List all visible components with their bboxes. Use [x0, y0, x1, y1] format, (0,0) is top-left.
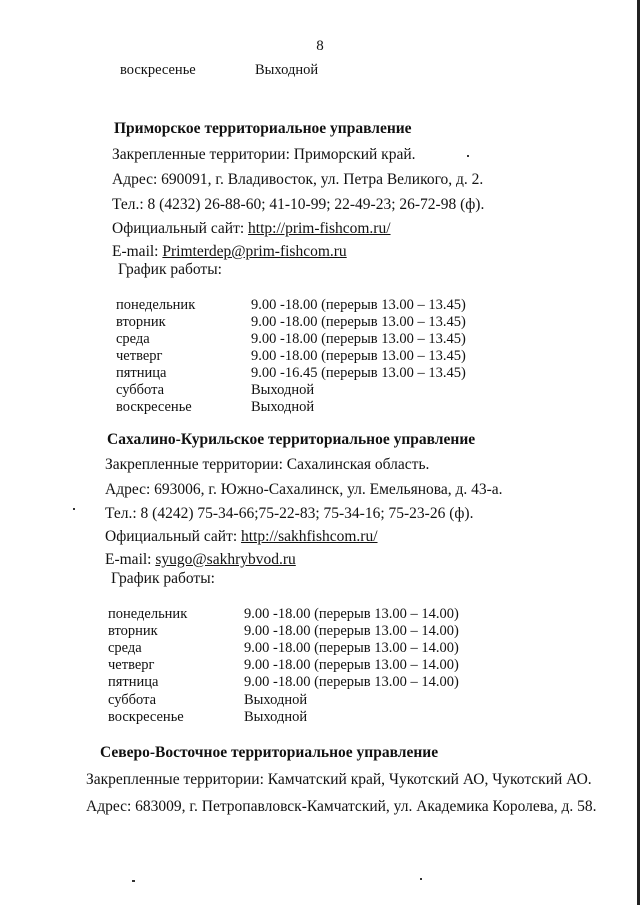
email-line — [105, 551, 296, 569]
schedule-day: пятница — [116, 365, 167, 381]
schedule-label: График работы: — [118, 261, 222, 278]
schedule-day: воскресенье — [120, 62, 196, 78]
schedule-hours: Выходной — [251, 382, 315, 398]
site-link[interactable]: http://prim-fishcom.ru/ — [248, 220, 391, 237]
schedule-hours: Выходной — [244, 692, 308, 708]
email-link[interactable]: Primterdep@prim-fishcom.ru — [162, 243, 347, 260]
schedule-day: суббота — [108, 692, 157, 708]
site-line — [105, 528, 378, 546]
schedule-hours: Выходной — [251, 399, 315, 415]
schedule-hours: 9.00 -18.00 (перерыв 13.00 – 13.45) — [251, 348, 466, 364]
schedule-day: среда — [108, 640, 142, 656]
schedule-day: воскресенье — [108, 709, 184, 725]
address-line: Адрес: 683009, г. Петропавловск-Камчатский, ул. Академика Королева, д. 58. — [86, 798, 597, 815]
schedule-day: четверг — [108, 657, 155, 673]
section-title: Приморское территориальное управление — [114, 120, 412, 137]
schedule-hours: 9.00 -18.00 (перерыв 13.00 – 13.45) — [251, 331, 466, 347]
schedule-day: четверг — [116, 348, 163, 364]
site-line — [112, 220, 391, 238]
schedule-label: График работы: — [111, 570, 215, 587]
schedule-hours: Выходной — [255, 62, 319, 78]
email-link[interactable]: syugo@sakhrybvod.ru — [155, 551, 296, 568]
schedule-day: понедельник — [116, 297, 196, 313]
schedule-day: вторник — [116, 314, 166, 330]
schedule-hours: 9.00 -16.45 (перерыв 13.00 – 13.45) — [251, 365, 466, 381]
address-line: Адрес: 690091, г. Владивосток, ул. Петра Великого, д. 2. — [112, 171, 484, 188]
email-line — [112, 243, 347, 261]
schedule-hours: 9.00 -18.00 (перерыв 13.00 – 14.00) — [244, 657, 459, 673]
schedule-day: понедельник — [108, 606, 188, 622]
schedule-day: среда — [116, 331, 150, 347]
territories-line: Закрепленные территории: Камчатский край, Чукотский АО, Чукотский АО. — [86, 771, 592, 788]
schedule-hours: 9.00 -18.00 (перерыв 13.00 – 14.00) — [244, 623, 459, 639]
site-label: Официальный сайт: — [105, 528, 242, 545]
site-label: Официальный сайт: — [112, 220, 249, 237]
schedule-hours: 9.00 -18.00 (перерыв 13.00 – 14.00) — [244, 640, 459, 656]
section-title: Северо-Восточное территориальное управление — [100, 744, 439, 761]
territories-line: Закрепленные территории: Приморский край. — [112, 146, 416, 163]
territories-line: Закрепленные территории: Сахалинская область. — [105, 456, 430, 473]
scan-speck — [420, 878, 422, 880]
schedule-hours: 9.00 -18.00 (перерыв 13.00 – 13.45) — [251, 297, 466, 313]
schedule-hours: Выходной — [244, 709, 308, 725]
schedule-hours: 9.00 -18.00 (перерыв 13.00 – 13.45) — [251, 314, 466, 330]
phone-line: Тел.: 8 (4242) 75-34-66;75-22-83; 75-34-16; 75-23-26 (ф). — [105, 505, 474, 522]
section-title: Сахалино-Курильское территориальное управление — [107, 431, 476, 448]
schedule-day: суббота — [116, 382, 165, 398]
schedule-hours: 9.00 -18.00 (перерыв 13.00 – 14.00) — [244, 674, 459, 690]
page-number: 8 — [316, 38, 324, 54]
address-line: Адрес: 693006, г. Южно-Сахалинск, ул. Емельянова, д. 43-а. — [105, 481, 503, 498]
scan-speck — [467, 155, 469, 157]
phone-line: Тел.: 8 (4232) 26-88-60; 41-10-99; 22-49-23; 26-72-98 (ф). — [112, 196, 485, 213]
schedule-day: пятница — [108, 674, 159, 690]
schedule-day: воскресенье — [116, 399, 192, 415]
email-label: E-mail: — [105, 551, 156, 568]
scan-speck — [73, 508, 75, 510]
schedule-hours: 9.00 -18.00 (перерыв 13.00 – 14.00) — [244, 606, 459, 622]
site-link[interactable]: http://sakhfishcom.ru/ — [241, 528, 378, 545]
schedule-day: вторник — [108, 623, 158, 639]
scan-speck — [132, 880, 135, 882]
email-label: E-mail: — [112, 243, 163, 260]
